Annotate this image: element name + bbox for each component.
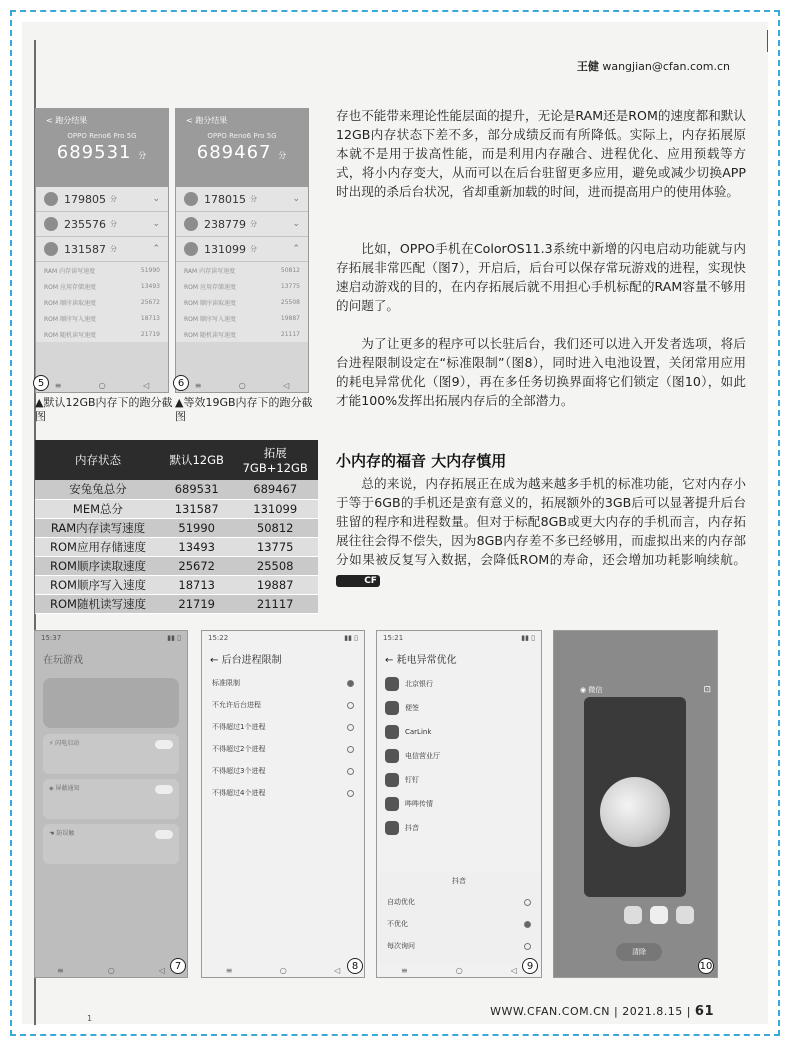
- detail-line: ROM 顺序读取速度 25672: [36, 294, 168, 310]
- radio-icon[interactable]: [347, 768, 354, 775]
- value-cell: 51990: [161, 518, 232, 537]
- figure-9-screenshot: [376, 630, 542, 978]
- toggle-switch[interactable]: [155, 830, 173, 839]
- table-row: [35, 594, 318, 613]
- chevron-down-icon: ⌄: [292, 219, 300, 229]
- menu-icon: ≡: [401, 965, 408, 975]
- device-model: OPPO Reno6 Pro 5G: [207, 132, 277, 140]
- app-icon[interactable]: [676, 906, 694, 924]
- article-para-2: 比如，OPPO手机在ColorOS11.3系统中新增的闪电启动功能就与内存拓展非常匹配（图7），开启后，后台可以保存常玩游戏的进程，实现快速启动游戏的目的，在内存拓展后就不用担心手机标配的RAM容量不够用的问题了。: [336, 241, 746, 313]
- detail-line: ROM 应用存储速度 13493: [36, 278, 168, 294]
- back-link: < 跑分结果: [46, 116, 88, 125]
- screen-title: ← 耗电异常优化: [385, 655, 457, 666]
- figure-number: 8: [347, 958, 363, 974]
- row-label-cell: RAM内存读写速度: [35, 518, 161, 537]
- carlink-app-icon: [385, 725, 399, 739]
- radio-icon[interactable]: [524, 921, 531, 928]
- score-row-unit: 分: [110, 195, 117, 203]
- douyin-app-icon: [385, 821, 399, 835]
- table-row: [35, 518, 318, 537]
- radio-icon[interactable]: [347, 702, 354, 709]
- status-time: 15:21: [383, 634, 404, 642]
- back-icon: ◁: [158, 965, 165, 975]
- device-model: OPPO Reno6 Pro 5G: [67, 132, 137, 140]
- article-para-1: 存也不能带来理论性能层面的提升，无论是RAM还是ROM的速度都和默认12GB内存状态下差不多，部分成绩反而有所降低。实际上，内存拓展原本就不是用于拔高性能，而是利用内存融合、进程优化、应用预载等方式，将小内存变大，从而可以在后台驻留更多应用，避免或减少切换APP时出现的杀后台状况，省却重新加载的时间，进而提高用户的使用体验。: [336, 108, 746, 199]
- nav-bar: [35, 963, 187, 977]
- radio-icon[interactable]: [524, 943, 531, 950]
- value-cell: 689467: [232, 480, 318, 499]
- setting-card: ☚ 防误触: [43, 824, 179, 864]
- menu-icon: ≡: [57, 965, 64, 975]
- value-cell: 131099: [232, 499, 318, 518]
- row-label-cell: ROM应用存储速度: [35, 537, 161, 556]
- value-cell: 131587: [161, 499, 232, 518]
- app-row[interactable]: CarLink: [377, 720, 541, 744]
- home-icon: ○: [238, 380, 246, 390]
- radio-icon[interactable]: [347, 746, 354, 753]
- status-time: 15:22: [208, 634, 229, 642]
- cpu-icon: [44, 192, 58, 206]
- score-row-value: 179805: [64, 192, 106, 206]
- footer-site: WWW.CFAN.COM.CN: [490, 1005, 611, 1018]
- section-heading: 小内存的福音 大内存慎用: [336, 452, 507, 470]
- detail-line: ROM 顺序写入速度 19887: [176, 310, 308, 326]
- notes-app-icon: [385, 701, 399, 715]
- figure-5-caption: ▲默认12GB内存下的跑分截图: [35, 396, 173, 423]
- option-row[interactable]: 不得超过3个进程: [202, 760, 364, 782]
- radio-icon[interactable]: [347, 790, 354, 797]
- article-para-4-text: 总的来说，内存拓展正在成为越来越多手机的标准功能，它对内存小于等于6GB的手机还是蛮有意义的，拓展额外的3GB后可以显著提升后台驻留的程序和进程数量。但对于标配8GB或更大内存的手机而言，内存拓展往往会得不偿失，因为8GB内存差不多已经够用，而虚拟出来的内存部分如果被反复写入数据，会降低ROM的寿命，还会增加功耗影响续航。: [336, 476, 746, 567]
- gpu-icon: [44, 217, 58, 231]
- score-value: 689467: [196, 142, 272, 163]
- detail-line: ROM 顺序写入速度 18713: [36, 310, 168, 326]
- value-cell: 25672: [161, 556, 232, 575]
- figure-number: 5: [33, 375, 49, 391]
- radio-icon[interactable]: [524, 899, 531, 906]
- score-row-value: 235576: [64, 217, 106, 231]
- sheet-option[interactable]: 不优化: [377, 913, 541, 935]
- memory-comparison-table: [35, 440, 318, 614]
- score-row-gpu: [36, 212, 168, 237]
- figure-7-screenshot: [34, 630, 188, 978]
- app-row[interactable]: 电信营业厅: [377, 744, 541, 768]
- value-cell: 13493: [161, 537, 232, 556]
- toggle-switch[interactable]: [155, 785, 173, 794]
- table-header-cell: 内存状态: [35, 440, 161, 480]
- score-row-value: 131587: [64, 242, 106, 256]
- table-body: [35, 480, 318, 613]
- chevron-down-icon: ⌄: [292, 194, 300, 204]
- row-label-cell: MEM总分: [35, 499, 161, 518]
- score-row-unit: 分: [250, 220, 257, 228]
- author-email: wangjian@cfan.com.cn: [602, 60, 730, 73]
- chevron-up-icon: ⌃: [152, 244, 160, 254]
- clear-button[interactable]: 清除: [616, 943, 662, 961]
- dingtalk-app-icon: [385, 773, 399, 787]
- row-label-cell: ROM顺序读取速度: [35, 556, 161, 575]
- recent-app-card[interactable]: [584, 697, 686, 897]
- home-icon: ○: [455, 965, 463, 975]
- detail-line: ROM 顺序读取速度 25508: [176, 294, 308, 310]
- score-row-cpu: [36, 187, 168, 212]
- figure-number: 10: [698, 958, 714, 974]
- article-para-3: 为了让更多的程序可以长驻后台，我们还可以进入开发者选项，将后台进程限制设定在“标准限制”（图8），同时进入电池设置，关闭常用应用的耗电异常优化（图9），再在多任务切换界面将它们锁定（图10），如此才能100%发挥出拓展内存后的全部潜力。: [336, 336, 746, 408]
- table-row: [35, 480, 318, 499]
- total-score: [186, 142, 298, 163]
- figure-6-screenshot: [175, 108, 309, 393]
- signal-icon: ▮▮ ▯: [167, 634, 181, 642]
- total-score: [46, 142, 158, 163]
- detail-line: ROM 应用存储速度 13775: [176, 278, 308, 294]
- mem-icon: [184, 242, 198, 256]
- detail-line: ROM 随机读写速度 21117: [176, 326, 308, 342]
- benchmark-header: [36, 109, 168, 187]
- wechat-icon: ◉: [580, 686, 587, 694]
- nav-bar: [202, 963, 364, 977]
- figure-number: 7: [170, 958, 186, 974]
- radio-icon[interactable]: [347, 724, 354, 731]
- chat-app-icon: [385, 797, 399, 811]
- score-row-unit: 分: [110, 220, 117, 228]
- option-row[interactable]: 不得超过4个进程: [202, 782, 364, 804]
- figure-number: 6: [173, 375, 189, 391]
- back-arrow-icon[interactable]: ←: [210, 655, 219, 666]
- figure-5-screenshot: [35, 108, 169, 393]
- author-name: 王健: [576, 60, 599, 73]
- detail-line: RAM 内存读写速度 51990: [36, 262, 168, 278]
- value-cell: 21117: [232, 594, 318, 613]
- value-cell: 13775: [232, 537, 318, 556]
- margin-mark: 1: [87, 1014, 93, 1023]
- sheet-option[interactable]: 自动优化: [377, 891, 541, 913]
- signal-icon: ▮▮ ▯: [344, 634, 358, 642]
- bank-app-icon: [385, 677, 399, 691]
- score-unit: 分: [278, 151, 288, 160]
- detail-line: ROM 随机读写速度 21719: [36, 326, 168, 342]
- app-row[interactable]: 抖音: [377, 816, 541, 840]
- lock-icon[interactable]: ⊡: [703, 685, 711, 695]
- app-row[interactable]: 钉钉: [377, 768, 541, 792]
- page-footer: WWW.CFAN.COM.CN | 2021.8.15 | 61: [490, 1004, 714, 1019]
- lightning-icon: ⚡: [49, 740, 54, 747]
- nav-bar: [36, 378, 168, 392]
- chevron-down-icon: ⌄: [152, 219, 160, 229]
- wechat-app-icon[interactable]: [624, 906, 642, 924]
- author-byline: [577, 58, 730, 74]
- table-header-cell: 默认12GB: [161, 440, 232, 480]
- nav-bar: [176, 378, 308, 392]
- figure-number: 9: [522, 958, 538, 974]
- home-icon: ○: [98, 380, 106, 390]
- footer-date: 2021.8.15: [622, 1005, 683, 1018]
- nav-bar: [377, 963, 541, 977]
- value-cell: 19887: [232, 575, 318, 594]
- table-header-cell: 拓展 7GB+12GB: [232, 440, 318, 480]
- home-icon: ○: [107, 965, 115, 975]
- back-icon: ◁: [283, 380, 290, 390]
- signal-icon: ▮▮ ▯: [521, 634, 535, 642]
- qq-app-icon[interactable]: [650, 906, 668, 924]
- page-number: 61: [694, 1004, 714, 1019]
- row-label-cell: ROM顺序写入速度: [35, 575, 161, 594]
- benchmark-header: [176, 109, 308, 187]
- status-bar: [377, 631, 541, 645]
- score-value: 689531: [56, 142, 132, 163]
- telecom-app-icon: [385, 749, 399, 763]
- value-cell: 21719: [161, 594, 232, 613]
- cf-end-badge: CF: [336, 575, 380, 587]
- home-icon: ○: [279, 965, 287, 975]
- sheet-option[interactable]: 每次询问: [377, 935, 541, 957]
- option-row[interactable]: 不允许后台进程: [202, 694, 364, 716]
- chevron-down-icon: ⌄: [152, 194, 160, 204]
- back-arrow-icon[interactable]: ←: [385, 655, 394, 666]
- app-row[interactable]: 北京银行: [377, 672, 541, 696]
- row-label-cell: 安兔兔总分: [35, 480, 161, 499]
- gpu-icon: [184, 217, 198, 231]
- score-row-unit: 分: [110, 245, 117, 253]
- value-cell: 18713: [161, 575, 232, 594]
- app-row[interactable]: 哔哔传情: [377, 792, 541, 816]
- setting-card: ⚡ 闪电启动: [43, 734, 179, 774]
- figure-10-screenshot: [553, 630, 718, 978]
- back-icon: ◁: [143, 380, 150, 390]
- score-row-gpu: [176, 212, 308, 237]
- status-bar: [35, 631, 187, 645]
- score-row-unit: 分: [250, 195, 257, 203]
- option-row[interactable]: 标准限制: [202, 672, 364, 694]
- chevron-up-icon: ⌃: [292, 244, 300, 254]
- radio-icon[interactable]: [347, 680, 354, 687]
- table-row: [35, 575, 318, 594]
- screen-title: ← 后台进程限制: [210, 655, 282, 666]
- back-link: < 跑分结果: [186, 116, 228, 125]
- hand-icon: ☚: [49, 830, 55, 837]
- value-cell: 50812: [232, 518, 318, 537]
- score-row-value: 238779: [204, 217, 246, 231]
- table-row: [35, 556, 318, 575]
- score-row-mem: [176, 237, 308, 262]
- detail-line: RAM 内存读写速度 50812: [176, 262, 308, 278]
- score-row-cpu: [176, 187, 308, 212]
- table-row: [35, 499, 318, 518]
- article-para-4: [336, 474, 746, 588]
- menu-icon: ≡: [54, 380, 62, 390]
- back-icon: ◁: [510, 965, 517, 975]
- mem-icon: [44, 242, 58, 256]
- game-panel-title: 在玩游戏: [43, 655, 83, 666]
- status-bar: [202, 631, 364, 645]
- option-row[interactable]: 不得超过2个进程: [202, 738, 364, 760]
- score-row-value: 131099: [204, 242, 246, 256]
- option-row[interactable]: 不得超过1个进程: [202, 716, 364, 738]
- figure-6-caption: ▲等效19GB内存下的跑分截图: [175, 396, 313, 423]
- back-icon: ◁: [334, 965, 341, 975]
- menu-icon: ≡: [225, 965, 233, 975]
- value-cell: 689531: [161, 480, 232, 499]
- sheet-title: 抖音: [452, 877, 466, 885]
- cpu-icon: [184, 192, 198, 206]
- value-cell: 25508: [232, 556, 318, 575]
- table-row: [35, 537, 318, 556]
- performance-panel: [43, 678, 179, 728]
- score-row-unit: 分: [250, 245, 257, 253]
- card-app-label: ◉ 微信: [580, 686, 603, 694]
- shield-icon: ◈: [49, 785, 54, 792]
- toggle-switch[interactable]: [155, 740, 173, 749]
- score-unit: 分: [138, 151, 148, 160]
- app-row[interactable]: 便签: [377, 696, 541, 720]
- row-label-cell: ROM随机读写速度: [35, 594, 161, 613]
- page-edge-mark: [767, 30, 768, 52]
- score-row-mem: [36, 237, 168, 262]
- score-row-value: 178015: [204, 192, 246, 206]
- table-header-row: [35, 440, 318, 480]
- bottom-sheet: [377, 871, 541, 963]
- figure-8-screenshot: [201, 630, 365, 978]
- menu-icon: ≡: [194, 380, 202, 390]
- status-time: 15:37: [41, 634, 62, 642]
- setting-card: ◈ 屏蔽通知: [43, 779, 179, 819]
- moon-wallpaper: [600, 777, 670, 847]
